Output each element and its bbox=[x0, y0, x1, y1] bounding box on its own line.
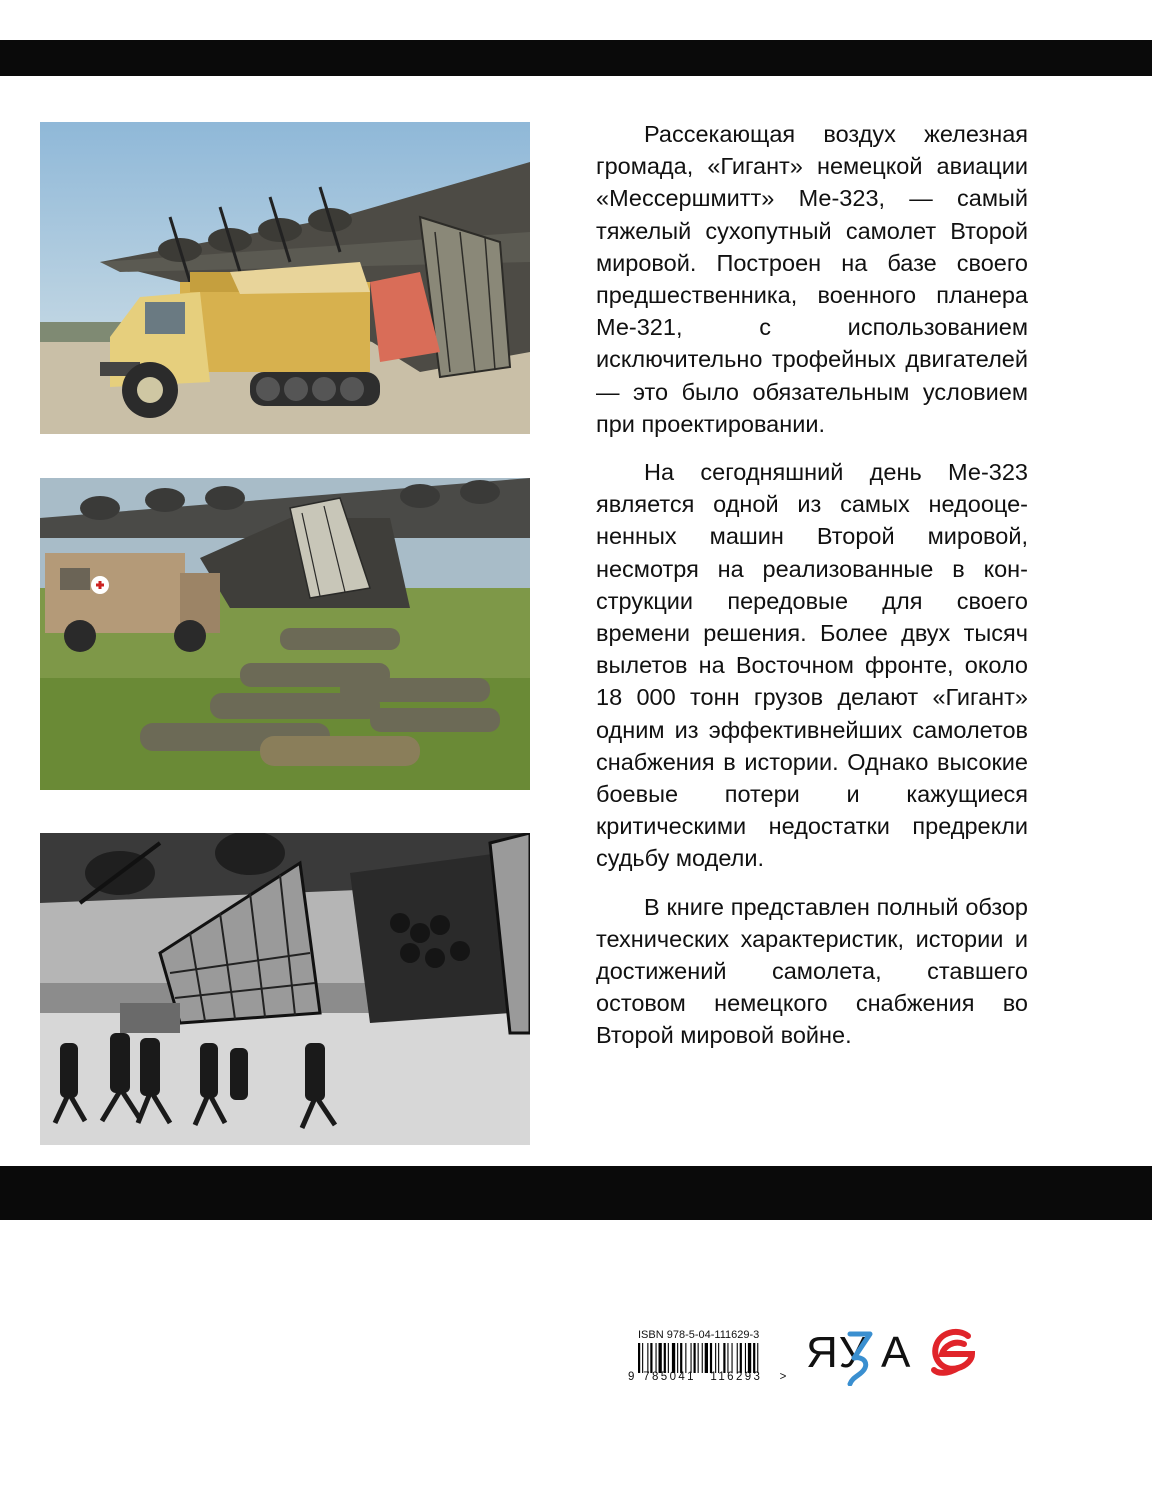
barcode-bar bbox=[638, 1343, 640, 1373]
photo-truck-loading bbox=[40, 122, 530, 434]
barcode-bar bbox=[647, 1343, 648, 1373]
barcode-bar bbox=[664, 1343, 666, 1373]
ean-first-digit: 9 bbox=[628, 1371, 635, 1383]
barcode-bar bbox=[723, 1343, 725, 1373]
yauza-wave-icon bbox=[846, 1324, 876, 1386]
barcode-bar bbox=[732, 1343, 733, 1373]
barcode-bar bbox=[685, 1343, 686, 1373]
barcode-bar bbox=[680, 1343, 682, 1373]
photo-troops-disembarking bbox=[40, 833, 530, 1145]
ean-left-digits: 785041 bbox=[643, 1371, 696, 1383]
barcode-bar bbox=[737, 1343, 738, 1373]
ean-digits bbox=[628, 1370, 792, 1384]
barcode-bars bbox=[638, 1343, 788, 1373]
isbn-barcode bbox=[628, 1328, 792, 1384]
barcode-bar bbox=[691, 1343, 692, 1373]
barcode-bar bbox=[710, 1343, 712, 1373]
barcode-bar bbox=[745, 1343, 746, 1373]
barcode-bar bbox=[715, 1343, 716, 1373]
photo-ambulance-wounded bbox=[40, 478, 530, 790]
barcode-bar bbox=[753, 1343, 755, 1373]
eksmo-logo bbox=[928, 1326, 980, 1378]
barcode-bar bbox=[705, 1343, 708, 1373]
yauza-logo-text: ЯУ А bbox=[806, 1328, 912, 1377]
ean-right-digits: 116293 bbox=[710, 1371, 763, 1383]
annotation-paragraph-2: На сегодняшний день Ме-323 является одной из самых недооцененных машин Второй мировой, несмотря на реализованные в конструкции передовые для своего времени решения. Более двух тысяч вылетов на Восточном фронте, около 18 000 тонн грузов делают «Гигант» одним из эффективнейших самолетов снабжения в истории. Однако высокие боевые потери и кажущиеся критическими недостатки предрекли судьбу модели. bbox=[596, 459, 1028, 872]
barcode-bar bbox=[698, 1343, 699, 1373]
barcode-bar bbox=[702, 1343, 703, 1373]
barcode-bar bbox=[757, 1343, 758, 1373]
barcode-bar bbox=[748, 1343, 751, 1373]
barcode-bar bbox=[694, 1343, 696, 1373]
barcode-bar bbox=[727, 1343, 728, 1373]
annotation-paragraph-3: В книге представлен полный обзор технических характеристик, истории и достижений самолета, ставшего остовом немецкого снабжения во Второй мировой войне. bbox=[596, 893, 1028, 1049]
yauza-logo bbox=[806, 1324, 916, 1386]
ean-quiet-mark: > bbox=[779, 1371, 787, 1383]
bottom-black-band bbox=[0, 1166, 1152, 1220]
annotation-text bbox=[596, 118, 1028, 1068]
barcode-bar bbox=[642, 1343, 643, 1373]
barcode-bar bbox=[650, 1343, 652, 1373]
barcode-bar bbox=[677, 1343, 678, 1373]
barcode-bar bbox=[718, 1343, 719, 1373]
barcode-bar bbox=[668, 1343, 669, 1373]
barcode-bar bbox=[672, 1343, 675, 1373]
barcode-bar bbox=[659, 1343, 662, 1373]
barcode-bar bbox=[656, 1343, 657, 1373]
annotation-paragraph-1: Рассекающая воздух железная громада, «Гигант» немецкой авиации «Мессершмитт» Ме-323, — самый тяжелый сухопутный самолет Второй мировой. Построен на базе своего предшественника, военного планера Ме-321, с использованием исключительно трофейных двигателей — это было обязательным условием при проектировании. bbox=[596, 121, 1028, 437]
top-black-band bbox=[0, 40, 1152, 76]
barcode-bar bbox=[740, 1343, 742, 1373]
isbn-label: ISBN 978-5-04-111629-3 bbox=[638, 1329, 760, 1341]
